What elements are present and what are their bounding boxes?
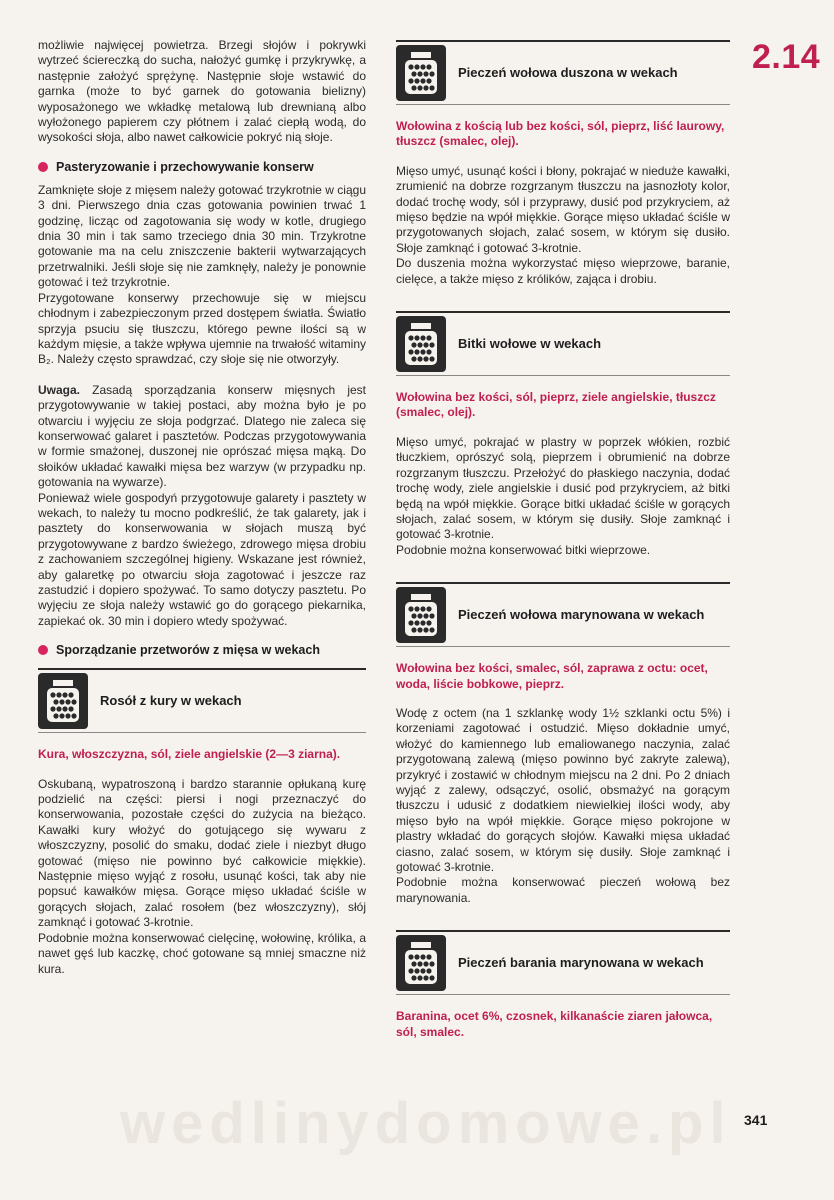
paragraph: Zamknięte słoje z mięsem należy gotować trzykrotnie w ciągu 3 dni. Pierwszego dnia czas gotowania powinien trwać 1 godzinę, licząc od zagotowania się wody w kotle, drugiego dnia 30 min i tak samo trzeciego dnia 30 min. Trzykrotne gotowanie ma na celu zniszczenie bakterii wytwarzających przetrwalniki. Jeśli słoje się nie zamknęły, należy je ponownie gotować i też trzykrotnie. — [38, 182, 366, 290]
section-heading-preserves — [38, 643, 366, 658]
paragraph: Do duszenia można wykorzystać mięso wieprzowe, baranie, cielęce, a także mięso z królików, zająca i drobiu. — [396, 256, 730, 286]
section-title: Pasteryzowanie i przechowywanie konserw — [56, 159, 314, 174]
section-title: Sporządzanie przetworów z mięsa w wekach — [56, 643, 320, 658]
chapter-number: 2.14 — [752, 38, 821, 76]
paragraph: Podobnie można konserwować cielęcinę, wołowinę, królika, a nawet gęś lub kaczkę, choć gotowane są mniej smaczne niż kura. — [38, 930, 366, 976]
recipe-header — [396, 930, 730, 995]
recipe-header — [396, 311, 730, 376]
note-paragraph — [38, 383, 366, 491]
recipe-ingredients: Wołowina bez kości, smalec, sól, zaprawa z octu: ocet, woda, liście bobkowe, pieprz. — [396, 661, 708, 691]
paragraph: Oskubaną, wypatroszoną i bardzo starannie opłukaną kurę podzielić na części: piersi i nogi przeznaczyć do konserwowania, pozostałe części do zużycia na bieżąco. Kawałki kury włożyć do gotującego się wywaru z włoszczyzny, posolić do smaku, dodać ziele i niezbyt długo gotować (mięso nie powinno być całkowicie miękkie). Następnie mięso wyjąć z rosołu, usunąć kości, tak aby nie popsuć kawałków mięsa. Gorące mięso układać ściśle w gorących słojach, zalać rosołem (bez włoszczyzny), słój zamknąć i gotować 3-krotnie. — [38, 776, 366, 930]
jar-icon — [396, 45, 446, 101]
recipe-title: Pieczeń wołowa marynowana w wekach — [458, 607, 705, 623]
paragraph: Mięso umyć, pokrajać w plastry w poprzek włókien, rozbić tłuczkiem, oprószyć solą, pieprzem i obrumienić na dobrze rozgrzanym tłuszczu. Przełożyć do płaskiego naczynia, dodać trochę wody, ziele angielskie i dusić pod przykryciem, aż bitki będą na wpół miękkie. Gorące bitki układać ściśle w gorących słojach, zalać sosem, w którym się dusiły. Słoje zamknąć i gotować 3-krotnie. — [396, 434, 730, 542]
recipe-ingredients: Baranina, ocet 6%, czosnek, kilkanaście ziaren jałowca, sól, smalec. — [396, 1009, 713, 1039]
recipe-header — [396, 582, 730, 647]
bullet-icon — [38, 645, 48, 655]
recipe-ingredients: Wołowina bez kości, sól, pieprz, ziele angielskie, tłuszcz (smalec, olej). — [396, 390, 716, 420]
note-label: Uwaga. — [38, 382, 81, 397]
jar-icon — [396, 587, 446, 643]
jar-icon — [396, 316, 446, 372]
jar-icon — [396, 935, 446, 991]
intro-paragraph: możliwie najwięcej powietrza. Brzegi słojów i pokrywki wytrzeć ściereczką do sucha, nałożyć gumkę i przykrywkę, a następnie założyć sprężynę. Następnie słoje wstawić do garnka (może to być garnek do gotowania bielizny) wyposażonego we wkładkę metalową lub drewnianą albo wyłożonego papierem czy płótnem i zalać ciepłą wodą, do wysokości słoja, albo nawet całkowicie pokryć nią słoje. — [38, 38, 366, 145]
section-heading-pasteurization — [38, 160, 366, 175]
jar-icon — [38, 673, 88, 729]
recipe-ingredients: Wołowina z kością lub bez kości, sól, pieprz, liść laurowy, tłuszcz (smalec, olej). — [396, 119, 725, 149]
right-column — [396, 40, 730, 1054]
paragraph: Podobnie można konserwować bitki wieprzowe. — [396, 542, 651, 557]
paragraph: Ponieważ wiele gospodyń przygotowuje galarety i pasztety w wekach, to należy tu mocno podkreślić, że tak galarety, jak i pasztety do konserwowania w słojach muszą być przygotowywane z bardzo świeżego, zdrowego mięsa drobiu z zachowaniem szczególnej higieny. Wskazane jest również, aby galaretkę po otwarciu słoja zagotować i jeszcze raz zastudzić i dopiero spożywać. To samo dotyczy pasztetu. Po wyjęciu ze słoja należy wstawić go do gorącego piekarnika, zapiekać ok. 30 min i dopiero wtedy spożywać. — [38, 490, 366, 628]
recipe-header — [396, 40, 730, 105]
recipe-title: Bitki wołowe w wekach — [458, 336, 602, 352]
recipe-title: Pieczeń wołowa duszona w wekach — [458, 65, 678, 80]
watermark: wedlinydomowe.pl — [120, 1091, 732, 1156]
recipe-ingredients: Kura, włoszczyzna, sól, ziele angielskie (2—3 ziarna). — [38, 747, 341, 762]
note-text: Zasadą sporządzania konserw mięsnych jest przygotowywanie w takiej postaci, aby można było je po otwarciu i wyjęciu ze słoja podgrzać. Dlatego nie zaleca się konserwować galaret i pasztetów. Podczas przygotowywania w formie smażonej, duszonej nie oprószać mięsa mąką. Do słoików układać kawałki mięsa bez warzyw (w przypadku np. gotowania na wywarze). — [38, 382, 366, 490]
paragraph: Podobnie można konserwować pieczeń wołową bez marynowania. — [396, 875, 730, 905]
page-number: 341 — [744, 1112, 768, 1128]
recipe-header — [38, 668, 366, 733]
recipe-title: Pieczeń barania marynowana w wekach — [458, 955, 704, 971]
left-column — [38, 38, 366, 977]
paragraph: Przygotowane konserwy przechowuje się w miejscu chłodnym i zabezpieczonym przed dostępem światła. Światło sprzyja psuciu się tłuszczu, którego pewne ilości są w każdym mięsie, a także wpływa ujemnie na trwałość witaminy B₂. Należy często sprawdzać, czy słoje się nie otworzyły. — [38, 290, 366, 367]
recipe-title: Rosół z kury w wekach — [100, 693, 242, 709]
paragraph: Mięso umyć, usunąć kości i błony, pokrajać w nieduże kawałki, zrumienić na dobrze rozgrzanym tłuszczu na jasnozłoty kolor, dodać trochę wody, sól i przyprawy, dusić pod przykryciem, aż mięso będzie na wpół miękkie. Gorące mięso układać ściśle w przygotowanych słojach, zalać sosem, w którym się dusiło. Słoje zamknąć i gotować 3-krotnie. — [396, 163, 730, 255]
paragraph: Wodę z octem (na 1 szklankę wody 1½ szklanki octu 5%) i korzeniami zagotować i ostudzić. Mięso dokładnie umyć, włożyć do kamiennego lub emaliowanego naczynia, zalać przygotowaną zalewą (mięso powinno być zakryte zalewą), przykryć i zostawić w chłodnym miejscu na 2 dni. Po 2 dniach wyjąć z zalewy, odsączyć, osolić, obsmażyć na gorącym tłuszczu i udusić z dodatkiem niewielkiej ilości wody, aby mięso było na wpół miękkie. Gorące mięso pokrojone w plastry wkładać do gorących słojów. Kawałki mięsa układać ciasno, zalać sosem, w którym się dusiły. Słoje zamknąć i gotować 3-krotnie. — [396, 705, 730, 874]
bullet-icon — [38, 162, 48, 172]
